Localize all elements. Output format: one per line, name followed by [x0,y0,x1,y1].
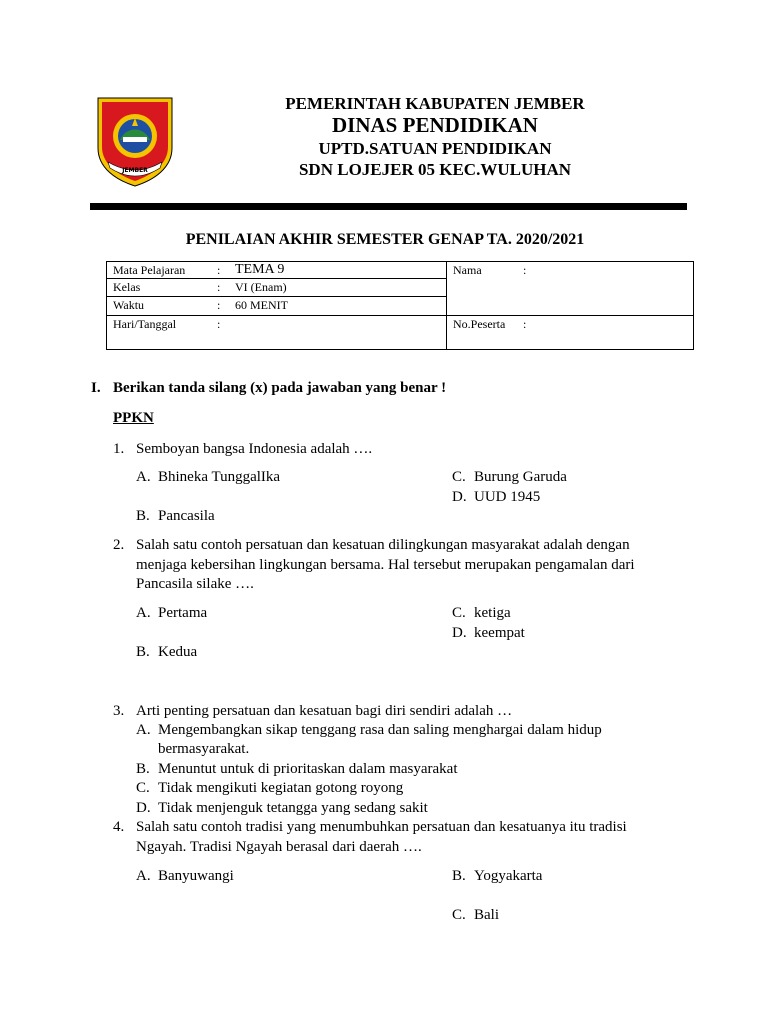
q2-option-a-letter: A. [136,605,151,621]
exam-title: PENILAIAN AKHIR SEMESTER GENAP TA. 2020/2021 [185,231,585,248]
kelas-label: Kelas [113,280,141,294]
jember-logo [96,96,174,188]
q3-option-a-line-1: Mengembangkan sikap tenggang rasa dan saling menghargai dalam hidup [158,722,602,738]
q1-option-a: Bhineka TunggalIka [158,469,281,485]
q4-option-a: Banyuwangi [158,868,234,884]
q2-option-b-letter: B. [136,644,150,660]
q2-option-c: ketiga [474,605,511,621]
question-2-line-2: menjaga kebersihan lingkungan bersama. Hal tersebut merupakan pengamalan dari [136,557,635,573]
question-2-line-3: Pancasila silake …. [136,576,254,592]
q3-option-b-letter: B. [136,761,150,777]
header-line-3: UPTD.SATUAN PENDIDIKAN [318,139,552,158]
question-4-line-1: Salah satu contoh tradisi yang menumbuhkan persatuan dan kesatuanya itu tradisi [136,819,627,835]
section-number: I. [91,380,101,396]
logo-text: JEMBER [122,167,148,174]
peserta-label: No.Peserta [453,317,506,331]
question-4-line-2: Ngayah. Tradisi Ngayah berasal dari daerah …. [136,839,422,855]
question-2-line-1: Salah satu contoh persatuan dan kesatuan dilingkungan masyarakat adalah dengan [136,537,630,553]
q4-option-b-letter: B. [452,868,466,884]
subject-heading: PPKN [113,410,154,426]
q3-option-d: Tidak menjenguk tetangga yang sedang sakit [158,800,428,816]
question-1-text: Semboyan bangsa Indonesia adalah …. [136,441,373,457]
q2-option-a: Pertama [158,605,208,621]
question-3-text: Arti penting persatuan dan kesatuan bagi diri sendiri adalah … [136,703,513,719]
question-2-number: 2. [113,537,125,553]
mapel-colon: : [217,263,221,277]
peserta-colon: : [523,317,527,331]
header-line-2: DINAS PENDIDIKAN [332,113,538,137]
q1-option-d: UUD 1945 [474,489,541,505]
question-4-number: 4. [113,819,125,835]
table-row-line [107,315,693,316]
question-1-number: 1. [113,441,125,457]
q1-option-d-letter: D. [452,489,467,505]
table-divider [446,262,447,349]
hari-label: Hari/Tanggal [113,317,177,331]
q1-option-b-letter: B. [136,508,150,524]
q3-option-c: Tidak mengikuti kegiatan gotong royong [158,780,404,796]
waktu-colon: : [217,298,221,312]
question-3-number: 3. [113,703,125,719]
kelas-colon: : [217,280,221,294]
q3-option-d-letter: D. [136,800,151,816]
nama-colon: : [523,263,527,277]
q3-option-c-letter: C. [136,780,150,796]
section-instruction: Berikan tanda silang (x) pada jawaban yang benar ! [113,380,447,396]
q1-option-a-letter: A. [136,469,151,485]
q2-option-c-letter: C. [452,605,466,621]
q2-option-b: Kedua [158,644,198,660]
table-row-line [107,296,446,297]
q1-option-b: Pancasila [158,508,215,524]
q1-option-c-letter: C. [452,469,466,485]
header-divider [90,203,687,210]
waktu-value: 60 MENIT [235,298,288,312]
nama-label: Nama [453,263,482,277]
header-line-4: SDN LOJEJER 05 KEC.WULUHAN [298,160,572,179]
q4-option-a-letter: A. [136,868,151,884]
header-line-1: PEMERINTAH KABUPATEN JEMBER [285,94,585,113]
q3-option-a-line-2: bermasyarakat. [158,741,250,757]
q3-option-b: Menuntut untuk di prioritaskan dalam masyarakat [158,761,458,777]
mapel-label: Mata Pelajaran [113,263,186,277]
mapel-value: TEMA 9 [235,262,285,277]
waktu-label: Waktu [113,298,145,312]
table-row-line [107,278,446,279]
q2-option-d: keempat [474,625,525,641]
kelas-value: VI (Enam) [235,280,287,294]
q3-option-a-letter: A. [136,722,151,738]
q4-option-c: Bali [474,907,499,923]
q2-option-d-letter: D. [452,625,467,641]
hari-colon: : [217,317,221,331]
q4-option-b: Yogyakarta [474,868,543,884]
q1-option-c: Burung Garuda [474,469,567,485]
q4-option-c-letter: C. [452,907,466,923]
info-table [106,261,694,350]
